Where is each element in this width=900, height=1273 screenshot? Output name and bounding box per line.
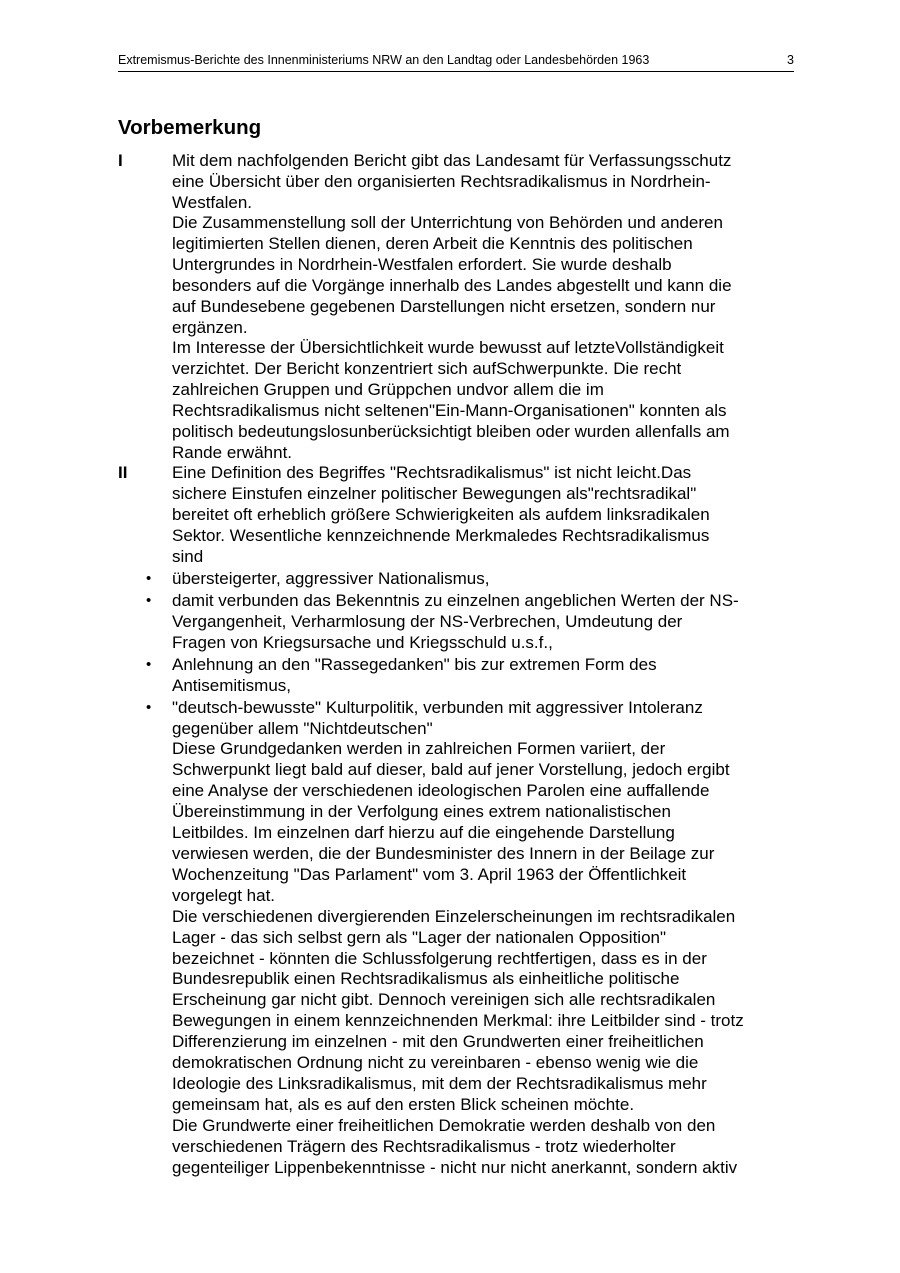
section-heading: Vorbemerkung <box>118 116 262 139</box>
bullet-symbol: • <box>146 656 152 673</box>
text-line: auf Bundesebene gegebenen Darstellungen nicht ersetzen, sondern nur <box>172 297 716 316</box>
text-line: sind <box>172 547 204 566</box>
text-line: Bewegungen in einem kennzeichnenden Merkmal: ihre Leitbilder sind - trotz <box>172 1011 744 1030</box>
text-line: legitimierten Stellen dienen, deren Arbeit die Kenntnis des politischen <box>172 234 693 253</box>
text-line: Westfalen. <box>172 193 253 212</box>
text-line: verwiesen werden, die der Bundesminister des Innern in der Beilage zur <box>172 844 715 863</box>
text-line: Die verschiedenen divergierenden Einzelerscheinungen im rechtsradikalen <box>172 907 736 926</box>
text-line: Erscheinung gar nicht gibt. Dennoch vereinigen sich alle rechtsradikalen <box>172 990 716 1009</box>
text-line: Sektor. Wesentliche kennzeichnende Merkmaledes Rechtsradikalismus <box>172 526 710 545</box>
text-line: bereitet oft erheblich größere Schwierigkeiten als aufdem linksradikalen <box>172 505 710 524</box>
text-line: besonders auf die Vorgänge innerhalb des Landes abgestellt und kann die <box>172 276 732 295</box>
section-marker-1: I <box>118 151 123 170</box>
bullet-symbol: • <box>146 570 152 587</box>
text-line: Untergrundes in Nordrhein-Westfalen erfordert. Sie wurde deshalb <box>172 255 672 274</box>
text-line: Leitbildes. Im einzelnen darf hierzu auf die eingehende Darstellung <box>172 823 675 842</box>
text-line: Wochenzeitung "Das Parlament" vom 3. April 1963 der Öffentlichkeit <box>172 865 687 884</box>
text-line: Eine Definition des Begriffes "Rechtsradikalismus" ist nicht leicht.Das <box>172 463 692 482</box>
section-marker-2: II <box>118 463 128 482</box>
text-line: Schwerpunkt liegt bald auf dieser, bald auf jener Vorstellung, jedoch ergibt <box>172 760 730 779</box>
bullet-text: Anlehnung an den "Rassegedanken" bis zur extremen Form des <box>172 655 657 674</box>
text-line: Ideologie des Linksradikalismus, mit dem der Rechtsradikalismus mehr <box>172 1074 707 1093</box>
text-line: Rechtsradikalismus nicht seltenen"Ein-Mann-Organisationen" konnten als <box>172 401 727 420</box>
text-line: politisch bedeutungslosunberücksichtigt bleiben oder wurden allenfalls am <box>172 422 730 441</box>
text-line: bezeichnet - könnten die Schlussfolgerung rechtfertigen, dass es in der <box>172 949 707 968</box>
text-line: Bundesrepublik einen Rechtsradikalismus als einheitliche politische <box>172 969 680 988</box>
bullet-text: Fragen von Kriegsursache und Kriegsschuld u.s.f., <box>172 633 553 652</box>
bullet-text: übersteigerter, aggressiver Nationalismus, <box>172 569 490 588</box>
text-line: eine Analyse der verschiedenen ideologischen Parolen eine auffallende <box>172 781 710 800</box>
bullet-text: damit verbunden das Bekenntnis zu einzelnen angeblichen Werten der NS- <box>172 591 739 610</box>
bullet-text: Antisemitismus, <box>172 676 292 695</box>
text-line: vorgelegt hat. <box>172 886 276 905</box>
text-line: Übereinstimmung in der Verfolgung eines extrem nationalistischen <box>172 802 671 821</box>
text-line: Rande erwähnt. <box>172 443 293 462</box>
bullet-symbol: • <box>146 699 152 716</box>
text-line: gegenteiliger Lippenbekenntnisse - nicht nur nicht anerkannt, sondern aktiv <box>172 1158 738 1177</box>
text-line: ergänzen. <box>172 318 248 337</box>
text-line: Im Interesse der Übersichtlichkeit wurde bewusst auf letzteVollständigkeit <box>172 338 724 357</box>
text-line: gemeinsam hat, als es auf den ersten Blick scheinen möchte. <box>172 1095 635 1114</box>
text-line: Die Zusammenstellung soll der Unterrichtung von Behörden und anderen <box>172 213 723 232</box>
text-line: verzichtet. Der Bericht konzentriert sich aufSchwerpunkte. Die recht <box>172 359 682 378</box>
bullet-text: "deutsch-bewusste" Kulturpolitik, verbunden mit aggressiver Intoleranz <box>172 698 703 717</box>
text-line: eine Übersicht über den organisierten Rechtsradikalismus in Nordrhein- <box>172 172 711 191</box>
text-line: Die Grundwerte einer freiheitlichen Demokratie werden deshalb von den <box>172 1116 716 1135</box>
text-line: Mit dem nachfolgenden Bericht gibt das Landesamt für Verfassungsschutz <box>172 151 732 170</box>
text-line: Differenzierung im einzelnen - mit den Grundwerten einer freiheitlichen <box>172 1032 704 1051</box>
text-line: verschiedenen Trägern des Rechtsradikalismus - trotz wiederholter <box>172 1137 676 1156</box>
text-line: demokratischen Ordnung nicht zu vereinbaren - ebenso wenig wie die <box>172 1053 699 1072</box>
text-line: sichere Einstufen einzelner politischer Bewegungen als"rechtsradikal" <box>172 484 697 503</box>
bullet-text: gegenüber allem "Nichtdeutschen" <box>172 719 433 738</box>
header-title: Extremismus-Berichte des Innenministeriums NRW an den Landtag oder Landesbehörden 1963 <box>118 53 650 67</box>
text-line: Lager - das sich selbst gern als "Lager der nationalen Opposition" <box>172 928 667 947</box>
bullet-symbol: • <box>146 592 152 609</box>
text-line: zahlreichen Gruppen und Grüppchen undvor allem die im <box>172 380 604 399</box>
page-number: 3 <box>787 53 794 67</box>
bullet-text: Vergangenheit, Verharmlosung der NS-Verbrechen, Umdeutung der <box>172 612 683 631</box>
text-line: Diese Grundgedanken werden in zahlreichen Formen variiert, der <box>172 739 666 758</box>
page-header <box>118 52 794 72</box>
